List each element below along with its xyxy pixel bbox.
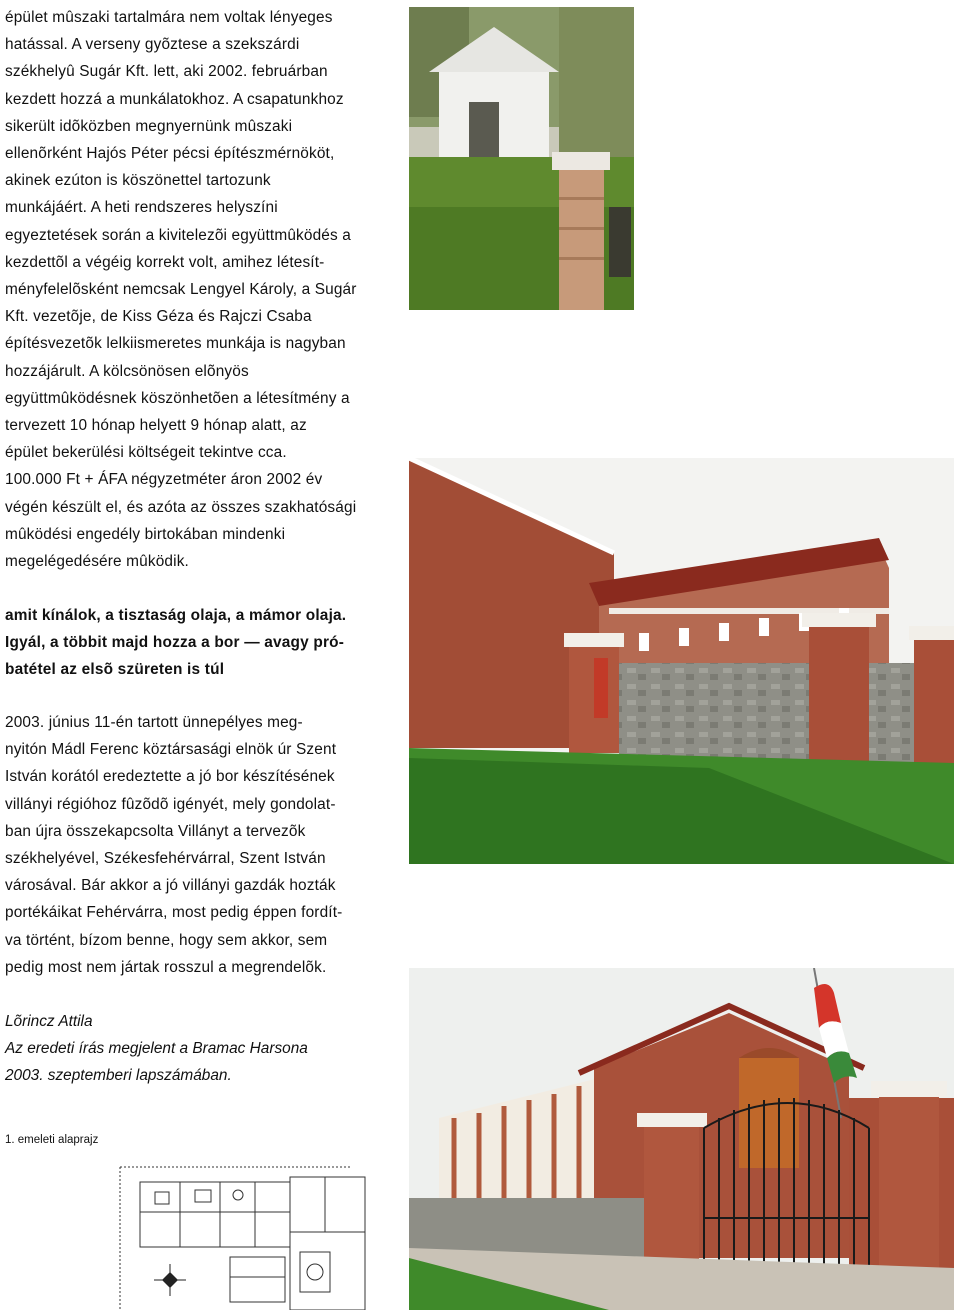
text-line: amit kínálok, a tisztaság olaja, a mámor olaja.: [5, 607, 347, 624]
text-line: akinek ezúton is köszönettel tartozunk: [5, 172, 271, 190]
text-line: végén készült el, és azóta az összes szakhatósági: [5, 498, 357, 516]
text-line: Az eredeti írás megjelent a Bramac Harsona: [5, 1040, 308, 1058]
floor-plan-caption: 1. emeleti alaprajz: [5, 1134, 99, 1146]
text-line: villányi régióhoz fûzõdõ igényét, mely gondolat-: [5, 795, 336, 813]
winery-courtyard-photo: [409, 458, 954, 864]
text-line: ményfelelõsként nemcsak Lengyel Károly, a Sugár: [5, 281, 357, 299]
text-line: mûködési engedély birtokában mindenki: [5, 525, 286, 543]
text-line: batétel az elsõ szüreten is túl: [5, 661, 225, 679]
text-line: portékáikat Fehérvárra, most pedig éppen fordít-: [5, 904, 343, 922]
quote-block: [5, 602, 395, 684]
text-line: kezdett hozzá a munkálatokhoz. A csapatunkhoz: [5, 90, 344, 108]
text-line: épület bekerülési költségeit tekintve cca.: [5, 444, 287, 462]
text-line: együttmûködésnek köszönhetõen a létesítmény a: [5, 389, 350, 407]
chapel-photo: [409, 7, 634, 310]
text-line: 2003. június 11-én tartott ünnepélyes meg-: [5, 714, 303, 731]
author-credit: [5, 1008, 395, 1090]
floor-plan-drawing: [100, 1162, 375, 1310]
text-line: hatással. A verseny gyõztese a szekszárdi: [5, 36, 300, 54]
text-line: székhelyû Sugár Kft. lett, aki 2002. februárban: [5, 63, 328, 81]
text-line: pedig most nem jártak rosszul a megrendelõk.: [5, 958, 327, 976]
text-line: 2003. szeptemberi lapszámában.: [5, 1067, 232, 1085]
text-line: egyeztetések során a kivitelezõi együttmûködés a: [5, 226, 351, 244]
text-line: épület mûszaki tartalmára nem voltak lényeges: [5, 9, 333, 26]
text-line: tervezett 10 hónap helyett 9 hónap alatt, az: [5, 417, 307, 435]
article-paragraph-2: [5, 709, 395, 981]
text-line: va történt, bízom benne, hogy sem akkor, sem: [5, 931, 328, 949]
winery-gate-flag-photo: [409, 968, 954, 1310]
text-line: megelégedésére mûködik.: [5, 553, 189, 571]
text-line: kezdettõl a végéig korrekt volt, amihez létesít-: [5, 253, 325, 271]
text-line: munkájáért. A heti rendszeres helyszíni: [5, 199, 278, 217]
article-paragraph-1: [5, 4, 395, 575]
text-line: székhelyével, Székesfehérvárral, Szent István: [5, 850, 326, 868]
text-line: Lõrincz Attila: [5, 1013, 93, 1030]
text-line: Igyál, a többit majd hozza a bor — avagy pró-: [5, 634, 345, 652]
text-line: építésvezetõk lelkiismeretes munkája is nagyban: [5, 335, 346, 353]
text-line: sikerült idõközben megnyernünk mûszaki: [5, 117, 293, 135]
text-line: 100.000 Ft + ÁFA négyzetméter áron 2002 év: [5, 471, 323, 489]
text-line: hozzájárult. A kölcsönösen elõnyös: [5, 362, 249, 380]
text-line: Kft. vezetõje, de Kiss Géza és Rajczi Csaba: [5, 308, 312, 326]
text-line: István korától eredeztette a jó bor készítésének: [5, 768, 335, 786]
text-line: ban újra összekapcsolta Villányt a tervezõk: [5, 822, 306, 840]
text-line: nyitón Mádl Ferenc köztársasági elnök úr Szent: [5, 741, 337, 759]
text-line: városával. Bár akkor a jó villányi gazdák hozták: [5, 877, 336, 895]
text-line: ellenõrként Hajós Péter pécsi építészmérnököt,: [5, 145, 335, 163]
